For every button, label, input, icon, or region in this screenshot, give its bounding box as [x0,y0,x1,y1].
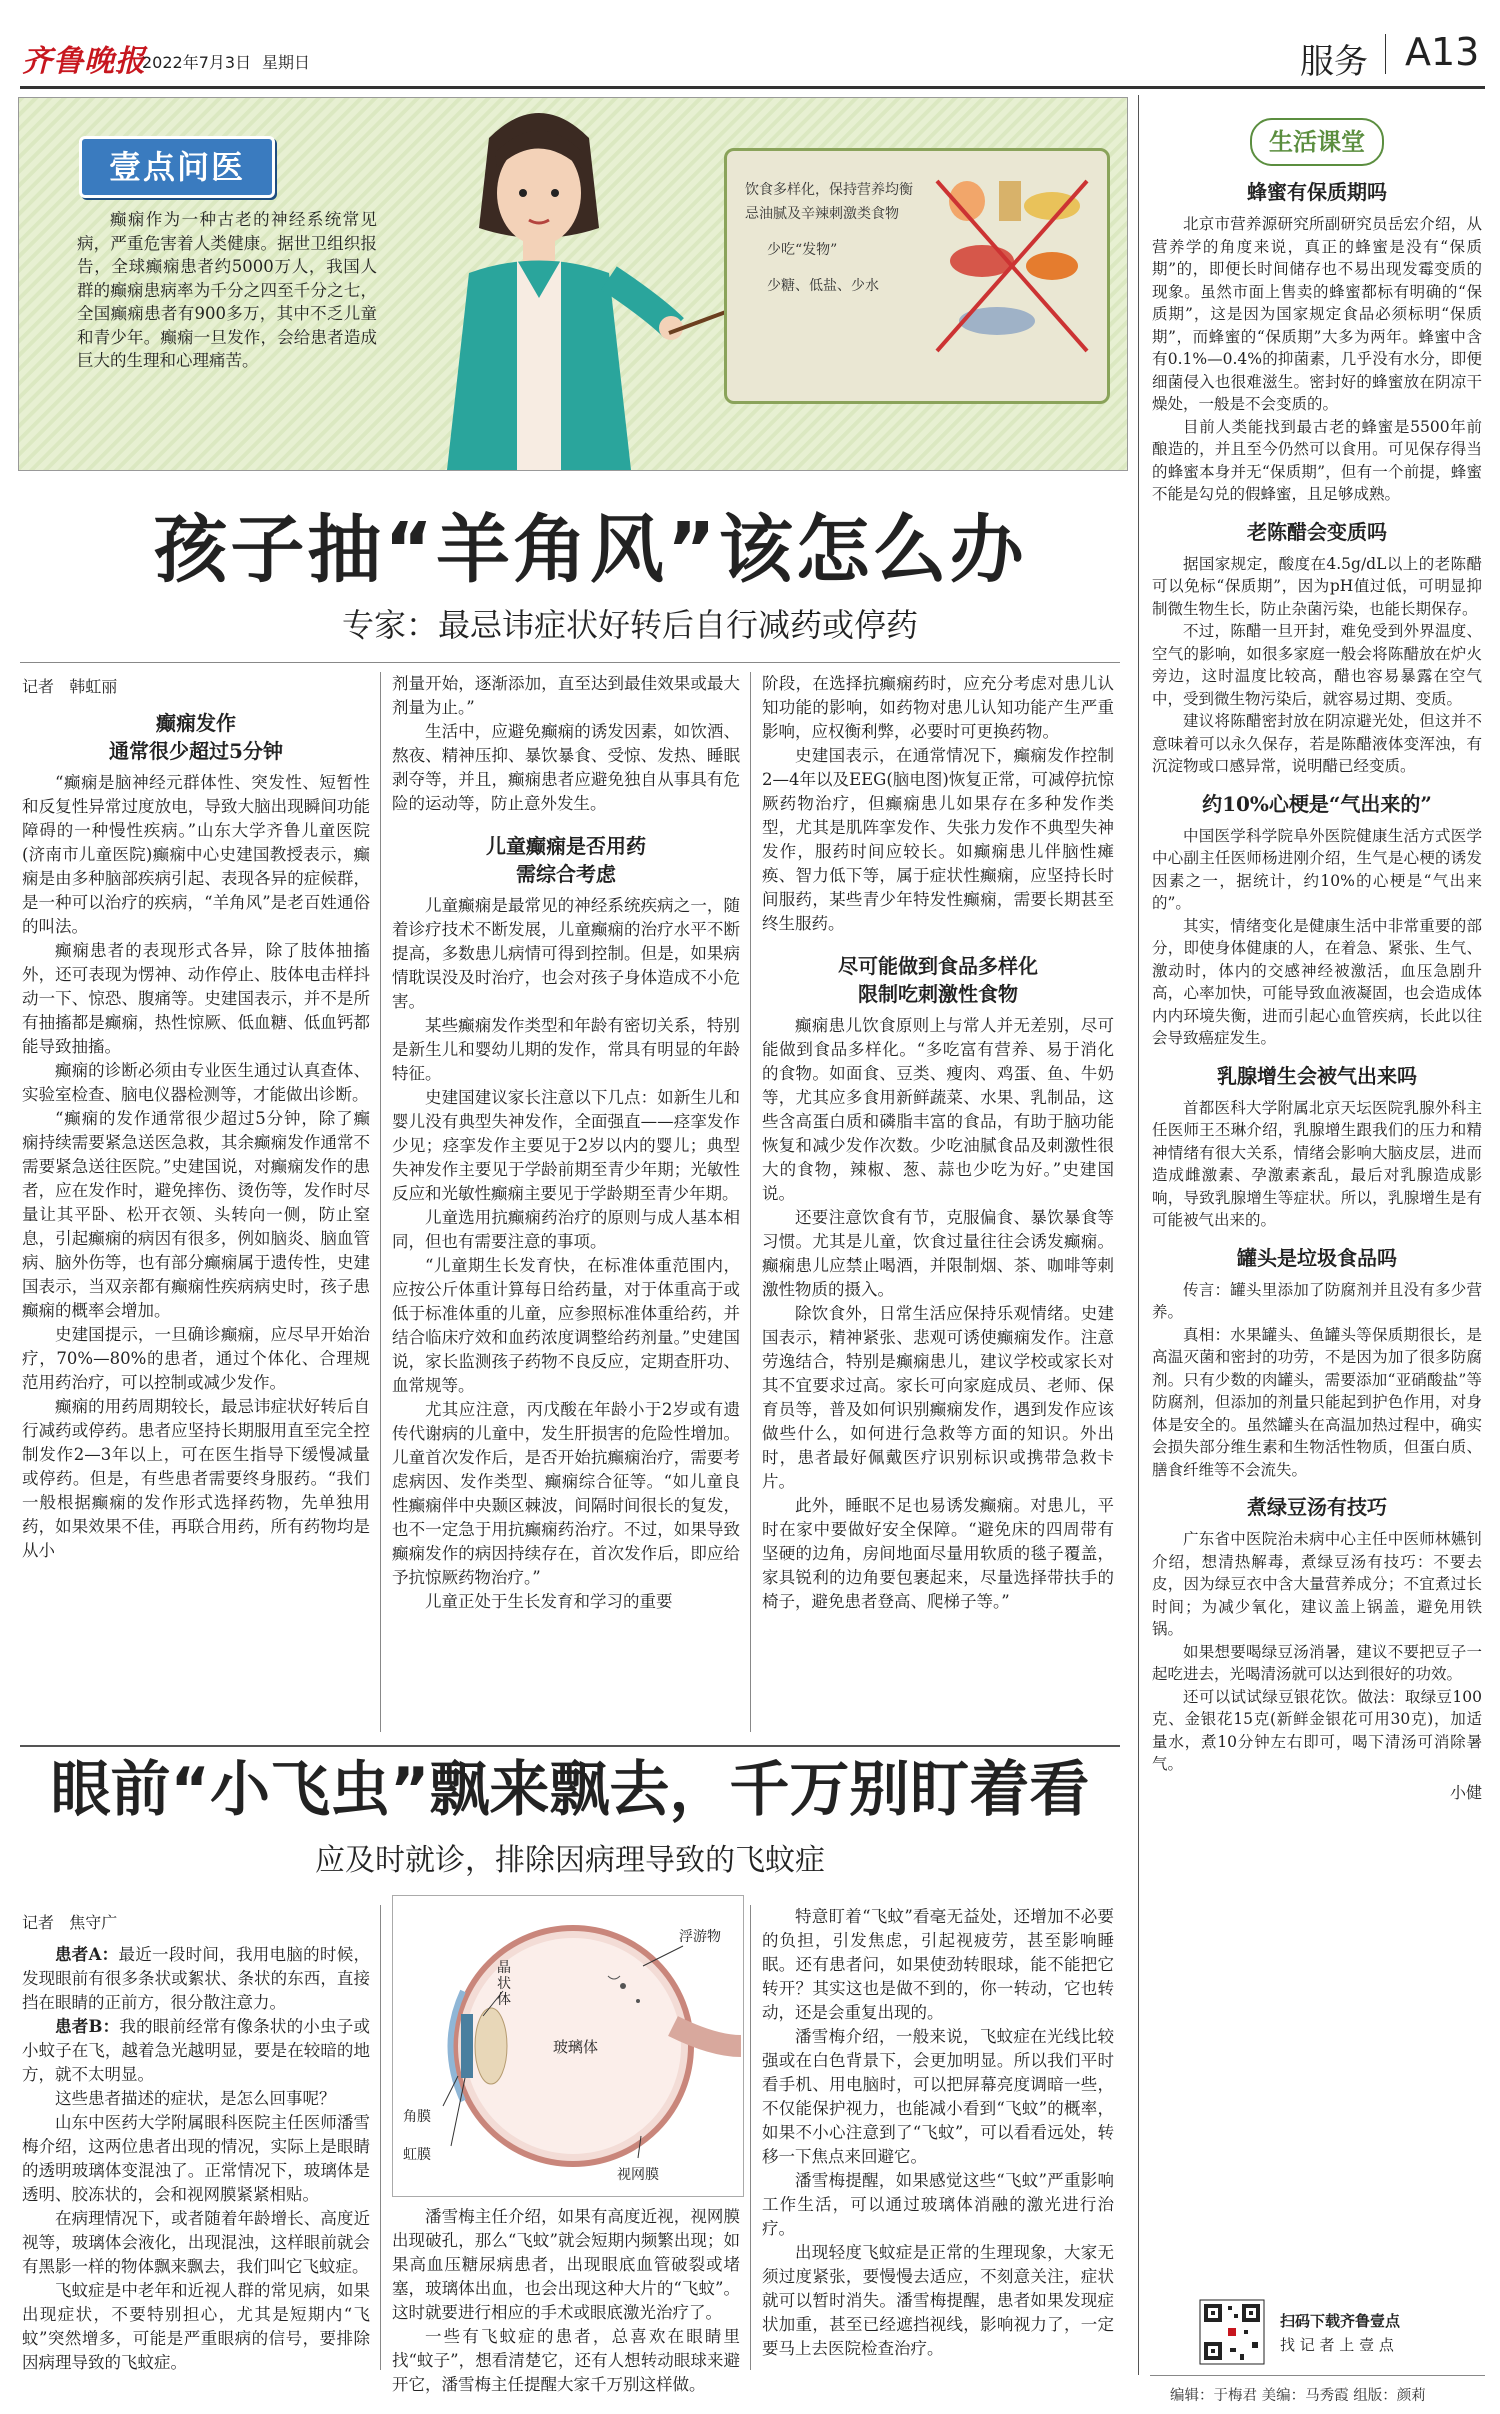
board-line-1: 饮食多样化，保持营养均衡 [745,182,913,198]
article2-col2 [392,2205,740,2394]
paragraph-text: 最近一段时间，我用电脑的时候，发现眼前有很多条状或絮状、条状的东西，直接挡在眼睛的正前方，很分散注意力。 [22,1945,371,2012]
qr-box [1152,2300,1482,2370]
label-floaters: 浮游物 [679,1929,721,1945]
paragraph: 在病理情况下，或者随着年龄增长、高度近视等，玻璃体会液化，出现混浊，这样眼前就会有黑影一样的物体飘来飘去，我们叫它飞蚊症。 [22,2209,370,2276]
footer-rule [1150,2375,1485,2376]
byline-label: 记者 [22,1913,55,1932]
column-rule [380,1905,381,2370]
paragraph: 山东中医药大学附属眼科医院主任医师潘雪梅介绍，这两位患者出现的情况，实际上是眼睛的透明玻璃体变混浊了。正常情况下，玻璃体是透明、胶冻状的，会和视网膜紧紧相贴。 [22,2113,370,2204]
paragraph: 此外，睡眠不足也易诱发癫痫。对患儿，平时在家中要做好安全保障。“避免床的四周带有坚硬的边角，房间地面尽量用软质的毯子覆盖，家具锐利的边角要包裹起来，尽量选择带扶手的椅子，避免患者登高、爬梯子等。” [762,1496,1114,1611]
board-line-2: 忌油腻及辛辣刺激类食物 [745,206,899,222]
article2-col1 [22,1900,370,2370]
paragraph: 建议将陈醋密封放在阴凉避光处，但这并不意味着可以永久保存，若是陈醋液体变浑浊，有沉淀物或口感异常，说明醋已经变质。 [1152,712,1482,775]
paragraph: 潘雪梅提醒，如果感觉这些“飞蚊”严重影响工作生活，可以通过玻璃体消融的激光进行治疗。 [762,2171,1114,2238]
paragraph: “儿童期生长发育快，在标准体重范围内，应按公斤体重计算每日给药量，对于体重高于或低于标准体重的儿童，应参照标准体重给药，并结合临床疗效和血药浓度调整给药剂量。”史建国说，家长监测孩子药物不良反应，定期查肝功、血常规等。 [392,1256,740,1395]
article1-col3 [762,672,1114,1740]
paragraph: 首都医科大学附属北京天坛医院乳腺外科主任医师王丕琳介绍，乳腺增生跟我们的压力和精神情绪有很大关系，情绪会影响大脑皮层，进而造成雌激素、孕激素紊乱，最后对乳腺造成影响，导致乳腺增生等症状。所以，乳腺增生是有可能被气出来的。 [1152,1098,1482,1229]
subhead-seizure-duration [22,709,370,765]
sidebar-signoff: 小健 [1449,1782,1482,1802]
article1-col1 [22,668,370,1740]
footer-credits: 编辑：于梅君 美编：马秀霞 组版：颜莉 [1170,2388,1426,2404]
paragraph: 尤其应注意，丙戊酸在年龄小于2岁或有遗传代谢病的儿童中，发生肝损害的危险性增加。儿童首次发作后，是否开始抗癫痫治疗，需要考虑病因、发作类型、癫痫综合征等。“如儿童良性癫痫伴中央颞区棘波，间隔时间很长的复发，也不一定急于用抗癫痫药治疗。不过，如果导致癫痫发作的病因持续存在，首次发作后，即应给予抗惊厥药物治疗。” [392,1400,740,1587]
subhead-line: 需综合考虑 [516,862,616,886]
paragraph: 史建国建议家长注意以下几点：如新生儿和婴儿没有典型失神发作，全面强直——痉挛发作少见；痉挛发作主要见于2岁以内的婴儿；典型失神发作主要见于学龄前期至青少年期；光敏性反应和光敏性癫痫主要见于学龄期至青少年期。 [392,1088,740,1203]
subhead-line: 癫痫发作 [156,711,236,735]
sidebar-heading: 罐头是垃圾食品吗 [1237,1245,1397,1270]
article2-byline [22,1910,370,1933]
paragraph: 如果想要喝绿豆汤消暑，建议不要把豆子一起吃进去，光喝清汤就可以达到很好的功效。 [1152,1642,1482,1683]
paragraph: 北京市营养源研究所副研究员岳宏介绍，从营养学的角度来说，真正的蜂蜜是没有“保质期”的，即便长时间储存也不易出现发霉变质的现象。虽然市面上售卖的蜂蜜都标有明确的“保质期”，这是因为国家规定食品必须标明“保质期”，而蜂蜜的“保质期”大多为两年。蜂蜜中含有0.1%—0.4%的抑菌素，几乎没有水分，即便细菌侵入也很难滋生。密封好的蜂蜜放在阴凉干燥处，一般是不会变质的。 [1152,215,1482,413]
sidebar-heading: 乳腺增生会被气出来吗 [1217,1063,1417,1088]
label-iris: 虹膜 [403,2147,431,2163]
paragraph: 阶段，在选择抗癫痫药时，应充分考虑对患儿认知功能的影响，如药物对患儿认知功能产生严重影响，应权衡利弊，必要时可更换药物。 [762,674,1114,741]
eye-diagram [392,1895,744,2197]
banner-intro-text: 癫痫作为一种古老的神经系统常见病，严重危害着人类健康。据世卫组织报告，全球癫痫患者约5000万人，我国人群的癫痫患病率为千分之四至千分之七，全国癫痫患者有900多万，其中不乏儿童和青少年。癫痫一旦发作，会给患者造成巨大的生理和心理痛苦。 [77,210,377,370]
column-name-text: 壹点问医 [108,148,245,186]
sidebar-header-text: 生活课堂 [1269,128,1365,156]
board-line-4: 少糖、低盐、少水 [767,278,879,294]
paragraph: 癫痫的用药周期较长，最忌讳症状好转后自行减药或停药。患者应坚持长期服用直至完全控制发作2—3年以上，可在医生指导下缓慢减量或停药。但是，有些患者需要终身服药。“我们一般根据癫痫的发作形式选择药物，先单独用药，如果效果不佳，再联合用药，所有药物均是从小 [22,1397,370,1560]
qr-code-icon[interactable] [1200,2300,1264,2364]
masthead-weekday: 星期日 [262,53,311,72]
paragraph: 中国医学科学院阜外医院健康生活方式医学中心副主任医师杨进刚介绍，生气是心梗的诱发因素之一，据统计，约10%的心梗是“气出来的”。 [1152,826,1482,912]
article2-title: 眼前“小飞虫”飘来飘去，千万别盯着看 [50,1755,1090,1825]
article-separator [20,1745,1120,1747]
patient-b-label: 患者B： [55,2017,120,2036]
subhead-children-medication [392,832,740,888]
paragraph: “癫痫是脑神经元群体性、突发性、短暂性和反复性异常过度放电，导致大脑出现瞬间功能障碍的一种慢性疾病。”山东大学齐鲁儿童医院(济南市儿童医院)癫痫中心史建国教授表示，癫痫是由多种脑部疾病引起、表现各异的症候群，是一种可以治疗的疾病，“羊角风”是老百姓通俗的叫法。 [22,773,370,936]
paragraph: 史建国表示，在通常情况下，癫痫发作控制2—4年以及EEG(脑电图)恢复正常，可减停抗惊厥药物治疗，但癫痫患儿如果存在多种发作类型，尤其是肌阵挛发作、失张力发作不典型失神发作，服药时间应较长。如癫痫患儿伴脑性瘫痪、智力低下等，属于症状性癫痫，应坚持长时间服药，某些青少年特发性癫痫，需要长期甚至终生服药。 [762,746,1114,933]
paragraph: 儿童癫痫是最常见的神经系统疾病之一，随着诊疗技术不断发展，儿童癫痫的治疗水平不断提高，多数患儿病情可得到控制。但是，如果病情耽误没及时治疗，也会对孩子身体造成不小危害。 [392,896,740,1011]
paragraph: 儿童正处于生长发育和学习的重要 [425,1592,673,1611]
paragraph: 目前人类能找到最古老的蜂蜜是5500年前酿造的，并且至今仍然可以食用。可见保存得当的蜂蜜本身并无“保质期”，但有一个前提，蜂蜜不能是勾兑的假蜂蜜，且足够成熟。 [1152,417,1482,503]
subhead-line: 尽可能做到食品多样化 [838,954,1038,978]
paragraph: 癫痫的诊断必须由专业医生通过认真查体、实验室检查、脑电仪器检测等，才能做出诊断。 [22,1061,370,1104]
masthead-page-number: A13 [1405,30,1480,74]
paragraph: 飞蚊症是中老年和近视人群的常见病，如果出现症状，不要特别担心，尤其是短期内“飞蚊”突然增多，可能是严重眼病的信号，要排除因病理导致的飞蚊症。 [22,2281,370,2372]
subhead-line: 儿童癫痫是否用药 [486,834,646,858]
paragraph: 癫痫患者的表现形式各异，除了肢体抽搐外，还可表现为愣神、动作停止、肢体电击样抖动一下、惊恐、腹痛等。史建国表示，并不是所有抽搐都是癫痫，热性惊厥、低血糖、低血钙都能导致抽搐。 [22,941,370,1056]
paragraph: 生活中，应避免癫痫的诱发因素，如饮酒、熬夜、精神压抑、暴饮暴食、受惊、发热、睡眠剥夺等，并且，癫痫患者应避免独自从事具有危险的运动等，防止意外发生。 [392,722,740,813]
paragraph: 还要注意饮食有节，克服偏食、暴饮暴食等习惯。尤其是儿童，饮食过量往往会诱发癫痫。癫痫患儿应禁止喝酒，并限制烟、茶、咖啡等刺激性物质的摄入。 [762,1208,1114,1299]
sidebar-header [1250,118,1384,166]
subhead-line: 通常很少超过5分钟 [109,739,283,763]
paragraph: 某些癫痫发作类型和年龄有密切关系，特别是新生儿和婴幼儿期的发作，常具有明显的年龄特征。 [392,1016,740,1083]
paragraph [22,1943,370,2015]
masthead [0,0,1500,88]
article1-subtitle: 专家：最忌讳症状好转后自行减药或停药 [341,606,918,644]
subhead-diet [762,952,1114,1008]
sidebar-heading: 蜂蜜有保质期吗 [1247,180,1387,204]
banner-illustration [18,97,1128,471]
byline-name: 韩虹丽 [69,677,118,696]
paragraph: 史建国提示，一旦确诊癫痫，应尽早开始治疗，70%—80%的患者，通过个体化、合理规范用药治疗，可以控制或减少发作。 [22,1325,370,1392]
sidebar-heading: 煮绿豆汤有技巧 [1247,1495,1387,1519]
paragraph-text: 我的眼前经常有像条状的小虫子或小蚊子在飞，越着急光越明显，要是在较暗的地方，就不太明显。 [22,2017,371,2084]
byline-name: 焦守广 [69,1913,118,1932]
sidebar-rule [1138,95,1139,2375]
board-line-3: 少吃“发物” [767,242,838,258]
paragraph: 出现轻度飞蚊症是正常的生理现象，大家无须过度紧张，要慢慢去适应，不刻意关注，症状就可以暂时消失。潘雪梅提醒，患者如果发现症状加重，甚至已经遮挡视线，影响视力了，一定要马上去医院检查治疗。 [762,2243,1114,2358]
sidebar-heading: 约10%心梗是“气出来的” [1202,791,1432,816]
paragraph: 据国家规定，酸度在4.5g/dL以上的老陈醋可以免标“保质期”，因为pH值过低，可明显抑制微生物生长，防止杂菌污染，也能长期保存。 [1152,554,1482,618]
masthead-logo: 齐鲁晚报 [22,44,146,79]
patient-a-label: 患者A： [55,1945,119,1964]
paragraph: 不过，陈醋一旦开封，难免受到外界温度、空气的影响，如很多家庭一般会将陈醋放在炉火旁边，这时温度比较高，醋也容易暴露在空气中，受到微生物污染后，就容易过期、变质。 [1152,622,1482,708]
paragraph: 特意盯着“飞蚊”看毫无益处，还增加不必要的负担，引发焦虑，引起视疲劳，甚至影响睡眠。还有患者问，如果使劲转眼球，能不能把它转开？其实这也是做不到的，你一转动，它也转动，还是会重复出现的。 [762,1907,1114,2022]
column-rule [750,1905,751,2370]
article1-byline [22,674,370,697]
label-vitreous: 玻璃体 [553,2038,599,2056]
paragraph [22,2015,370,2087]
sidebar-life-class [1152,100,1482,2350]
paragraph: 还可以试试绿豆银花饮。做法：取绿豆100克、金银花15克(新鲜金银花可用30克)，加适量水，煮10分钟左右即可，喝下清汤可消除暑气。 [1152,1687,1482,1773]
article1-top-rule [20,662,1120,663]
food-icons [927,171,1097,371]
column-rule [750,672,751,1732]
paragraph: 传言：罐头里添加了防腐剂并且没有多少营养。 [1152,1280,1482,1321]
masthead-divider [1385,34,1386,74]
paragraph: 潘雪梅介绍，一般来说，飞蚊症在光线比较强或在白色背景下，会更加明显。所以我们平时看手机、用电脑时，可以把屏幕亮度调暗一些，不仅能保护视力，也能减小看到“飞蚊”的概率，如果不小心注意到了“飞蚊”，可以看看远处，转移一下焦点来回避它。 [762,2027,1114,2166]
paragraph: 一些有飞蚊症的患者，总喜欢在眼睛里找“蚊子”，想看清楚它，还有人想转动眼球来避开它，潘雪梅主任提醒大家千万别这样做。 [392,2327,740,2394]
label-cornea: 角膜 [403,2109,431,2125]
byline-label: 记者 [22,677,55,696]
article2-col3 [762,1905,1114,2375]
article1-col2 [392,672,740,1740]
paragraph: 儿童选用抗癫痫药治疗的原则与成人基本相同，但也有需要注意的事项。 [392,1208,740,1251]
paragraph: 除饮食外，日常生活应保持乐观情绪。史建国表示，精神紧张、悲观可诱使癫痫发作。注意劳逸结合，特别是癫痫患儿，建议学校或家长对其不宜要求过高。家长可向家庭成员、老师、保育员等，普及如何识别癫痫发作，遇到发作应该做些什么，如何进行急救等方面的知识。外出时，患者最好佩戴医疗识别标识或携带急救卡片。 [762,1304,1114,1491]
label-lens: 晶状体 [497,1960,511,2008]
article2-subtitle: 应及时就诊，排除因病理导致的飞蚊症 [315,1843,825,1878]
paragraph: 其实，情绪变化是健康生活中非常重要的部分，即使身体健康的人，在着急、紧张、生气、激动时，体内的交感神经被激活，血压急剧升高，心率加快，可能导致血液凝固，也会造成体内内环境失衡，进而引起心血管疾病，长此以往会导致癌症发生。 [1152,916,1482,1047]
qr-caption-1: 扫码下载齐鲁壹点 [1280,2312,1401,2330]
chalkboard [724,148,1110,404]
paragraph: 剂量开始，逐渐添加，直至达到最佳效果或最大剂量为止。” [392,674,740,717]
paragraph: 这些患者描述的症状，是怎么回事呢？ [55,2089,336,2108]
article1-title: 孩子抽“羊角风”该怎么办 [153,507,1027,593]
subhead-line: 限制吃刺激性食物 [858,982,1018,1006]
paragraph: “癫痫的发作通常很少超过5分钟，除了癫痫持续需要紧急送医急救，其余癫痫发作通常不需要紧急送往医院。”史建国说，对癫痫发作的患者，应在发作时，避免摔伤、烫伤等，发作时尽量让其平卧、松开衣领、头转向一侧，防止窒息，引起癫痫的病因有很多，例如脑炎、脑血管病、脑外伤等，也有部分癫痫属于遗传性，史建国表示，当双亲都有癫痫性疾病病史时，孩子患癫痫的概率会增加。 [22,1109,370,1320]
qr-caption-2: 找 记 者 上 壹 点 [1280,2336,1394,2354]
teacher-figure [399,98,679,470]
paragraph: 真相：水果罐头、鱼罐头等保质期很长，是高温灭菌和密封的功劳，不是因为加了很多防腐剂。只有少数的肉罐头，需要添加“亚硝酸盐”等防腐剂，但添加的剂量只能起到护色作用，对身体是安全的。虽然罐头在高温加热过程中，确实会损失部分维生素和生物活性物质，但蛋白质、膳食纤维等不会流失。 [1152,1325,1482,1479]
sidebar-heading: 老陈醋会变质吗 [1247,519,1387,544]
masthead-rule [20,86,1485,89]
masthead-date: 2022年7月3日 [142,53,252,72]
column-name-badge [79,136,275,198]
column-rule [380,672,381,1732]
label-retina: 视网膜 [617,2167,659,2183]
paragraph: 癫痫患儿饮食原则上与常人并无差别，尽可能做到食品多样化。“多吃富有营养、易于消化的食物。如面食、豆类、瘦肉、鸡蛋、鱼、牛奶等，尤其应多食用新鲜蔬菜、水果、乳制品，这些含高蛋白质和磷脂丰富的食品，有助于脑功能恢复和减少发作次数。少吃油腻食品及刺激性很大的食物，辣椒、葱、蒜也少吃为好。”史建国说。 [762,1016,1114,1203]
paragraph: 广东省中医院治未病中心主任中医师林嬿钊介绍，想清热解毒，煮绿豆汤有技巧：不要去皮，因为绿豆衣中含大量营养成分；不宜煮过长时间；为减少氧化，建议盖上锅盖，避免用铁锅。 [1152,1530,1482,1638]
paragraph: 潘雪梅主任介绍，如果有高度近视，视网膜出现破孔，那么“飞蚊”就会短期内频繁出现；如果高血压糖尿病患者，出现眼底血管破裂或堵塞，玻璃体出血，也会出现这种大片的“飞蚊”。这时就要进行相应的手术或眼底激光治疗了。 [392,2207,740,2322]
masthead-section: 服务 [1300,42,1368,82]
